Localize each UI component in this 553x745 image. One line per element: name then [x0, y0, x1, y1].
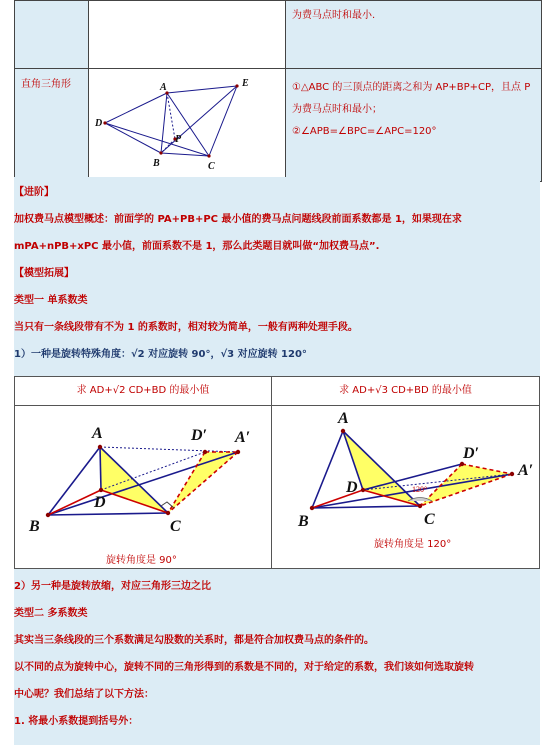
table-cell-figure — [89, 69, 286, 182]
row2-name: 直角三角形 — [21, 79, 71, 90]
type1-heading: 类型一 单系数类 — [14, 295, 88, 306]
step1: 1. 将最小系数提到括号外： — [14, 716, 139, 727]
right-label-a-prime: A′ — [518, 462, 534, 479]
property-line-1: ①△ABC 的三顶点的距离之和为 AP+BP+CP，且点 P — [292, 82, 531, 93]
right-figure-title: 求 AD+√3 CD+BD 的最小值 — [272, 377, 539, 406]
label-d: D — [95, 118, 103, 129]
question-line-2: 中心呢？我们总结了以下方法： — [14, 689, 154, 700]
right-label-a: A — [338, 410, 349, 427]
property-line-2: 为费马点时和最小； — [292, 104, 382, 115]
table-cell-empty — [89, 1, 286, 69]
method1: 1）一种是旋转特殊角度：√2 对应旋转 90°，√3 对应旋转 120° — [14, 349, 307, 360]
label-e: E — [242, 78, 249, 89]
question-line-1: 以不同的点为旋转中心，旋转不同的三角形得到的系数是不同的，对于给定的系数，我们该如何选取旋转 — [14, 662, 474, 673]
right-angle-label: 120° — [412, 485, 428, 494]
right-label-d-prime: D′ — [463, 445, 480, 462]
row2-properties — [286, 69, 541, 143]
left-label-b: B — [29, 518, 40, 535]
type2-heading: 类型二 多系数类 — [14, 608, 88, 619]
right-label-c: C — [424, 511, 435, 528]
type1-description: 当只有一条线段带有不为 1 的系数时，相对较为简单，一般有两种处理手段。 — [14, 322, 358, 333]
advanced-line-1: 加权费马点模型概述：前面学的 PA+PB+PC 最小值的费马点问题线段前面系数都是 1，如果现在求 — [14, 214, 462, 225]
table-cell-empty — [15, 1, 89, 69]
method2: 2）另一种是旋转放缩，对应三角形三边之比 — [14, 581, 211, 592]
left-label-c: C — [170, 518, 181, 535]
table-cell-note — [286, 1, 542, 69]
left-figure-title: 求 AD+√2 CD+BD 的最小值 — [15, 377, 271, 406]
rotation-figures — [14, 376, 540, 569]
label-p: P — [175, 134, 182, 145]
right-rotation-figure — [272, 406, 540, 556]
table-cell-name — [15, 69, 89, 182]
left-label-a-prime: A′ — [235, 429, 251, 446]
fermat-table — [14, 0, 542, 182]
right-triangle-figure — [89, 69, 285, 177]
left-caption: 旋转角度是 90° — [106, 555, 177, 566]
left-rotation-figure — [15, 406, 271, 556]
left-label-d: D — [94, 494, 106, 511]
row1-note: 为费马点时和最小. — [292, 10, 376, 21]
left-label-a: A — [92, 425, 103, 442]
label-b: B — [153, 158, 160, 169]
right-label-b: B — [298, 513, 309, 530]
advanced-heading: 【进阶】 — [14, 187, 54, 198]
advanced-line-2: mPA+nPB+xPC 最小值，前面系数不是 1，那么此类题目就叫做“加权费马点”. — [14, 241, 380, 252]
right-label-d: D — [346, 479, 358, 496]
label-a: A — [160, 82, 167, 93]
property-line-3: ②∠APB=∠BPC=∠APC=120° — [292, 126, 437, 137]
left-label-d-prime: D′ — [191, 427, 208, 444]
right-caption: 旋转角度是 120° — [374, 539, 452, 550]
type2-description: 其实当三条线段的三个系数满足勾股数的关系时，都是符合加权费马点的条件的。 — [14, 635, 374, 646]
label-c: C — [208, 161, 215, 172]
table-cell-properties — [286, 69, 542, 182]
model-ext-heading: 【模型拓展】 — [14, 268, 74, 279]
